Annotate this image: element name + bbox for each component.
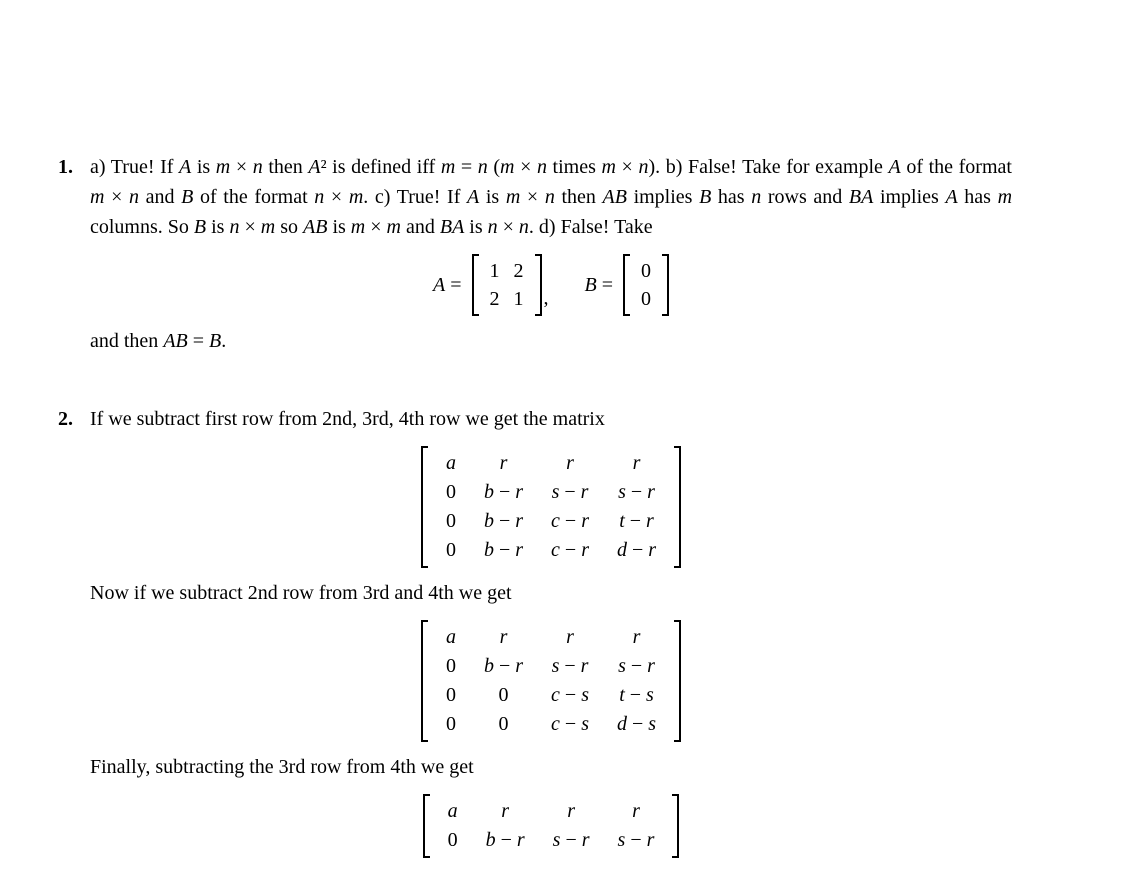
matrix-cell: c − r <box>551 539 589 561</box>
right-bracket <box>674 620 681 742</box>
matrix-cell: s − r <box>618 481 655 503</box>
right-bracket <box>674 446 681 568</box>
left-bracket <box>472 254 479 316</box>
matrix-cell: 0 <box>498 684 509 706</box>
matrix-cell: r <box>499 452 508 474</box>
problem-1-outro-text: and then AB = B. <box>90 330 227 352</box>
problem-2-step-1-text: If we subtract first row from 2nd, 3rd, 4th row we get the matrix <box>90 408 605 430</box>
matrix-cell: 0 <box>498 713 509 735</box>
step-2-matrix-grid <box>428 620 674 742</box>
left-bracket <box>421 446 428 568</box>
matrix-cell: s − r <box>552 829 590 851</box>
step-3-matrix <box>423 794 680 858</box>
problem-1-intro-text: a) True! If A is m × n then A² is defined iff m = n (m × n times m × n). b) False! Take for example A of the format m × n and B of the format n × m. c) True! If A is m × n then AB implies B has n rows and BA implies A has m columns. So B is n × m so AB is m × m and BA is n × n. d) False! Take <box>90 156 1013 238</box>
matrix-b <box>623 254 669 316</box>
problem-2 <box>58 404 1140 868</box>
left-bracket <box>421 620 428 742</box>
matrix-cell: 0 <box>641 260 651 282</box>
matrix-a-label: A = <box>433 274 462 296</box>
step-3-matrix-grid <box>430 794 673 858</box>
problem-2-step-3-matrix-equation <box>90 794 1012 858</box>
matrix-cell: r <box>632 626 641 648</box>
matrix-cell: 0 <box>445 539 456 561</box>
matrix-cell: s − r <box>618 655 655 677</box>
matrix-cell: r <box>566 452 574 474</box>
matrix-cell: s − r <box>617 829 655 851</box>
step-1-matrix-grid <box>428 446 674 568</box>
problem-2-step-3-text: Finally, subtracting the 3rd row from 4th we get <box>90 756 474 778</box>
equation-comma: , <box>543 287 549 309</box>
matrix-cell: r <box>501 800 510 822</box>
matrix-cell: b − r <box>485 829 525 851</box>
matrix-cell: 0 <box>641 288 651 310</box>
matrix-cell: 2 <box>489 288 500 310</box>
problem-2-body <box>90 404 1012 868</box>
matrix-cell: a <box>445 452 456 474</box>
matrix-cell: c − r <box>551 510 589 532</box>
matrix-cell: a <box>447 800 458 822</box>
matrix-cell: a <box>445 626 456 648</box>
matrix-cell: 0 <box>447 829 458 851</box>
problem-1-body <box>90 152 1012 356</box>
problem-2-step-2-text: Now if we subtract 2nd row from 3rd and 4th we get <box>90 582 512 604</box>
matrix-cell: r <box>567 800 575 822</box>
problem-2-number: 2. <box>58 408 73 430</box>
problem-1-display-equation <box>90 254 1012 316</box>
problem-1-number: 1. <box>58 156 73 178</box>
matrix-cell: d − s <box>616 713 657 735</box>
right-bracket <box>672 794 679 858</box>
matrix-cell: t − r <box>619 510 654 532</box>
matrix-cell: r <box>566 626 574 648</box>
matrix-cell: 0 <box>445 655 456 677</box>
matrix-cell: s − r <box>551 655 589 677</box>
matrix-cell: d − r <box>616 539 657 561</box>
matrix-cell: s − r <box>551 481 589 503</box>
matrix-b-label: B = <box>584 274 613 296</box>
matrix-cell: r <box>632 452 641 474</box>
matrix-cell: 1 <box>513 288 524 310</box>
matrix-cell: t − s <box>619 684 654 706</box>
left-bracket <box>423 794 430 858</box>
matrix-cell: b − r <box>483 481 524 503</box>
matrix-cell: 1 <box>489 260 500 282</box>
right-bracket <box>535 254 542 316</box>
matrix-a-grid <box>479 254 535 316</box>
right-bracket <box>662 254 669 316</box>
matrix-cell: b − r <box>483 539 524 561</box>
matrix-cell: b − r <box>483 510 524 532</box>
matrix-cell: 0 <box>445 481 456 503</box>
matrix-cell: c − s <box>551 713 589 735</box>
matrix-b-grid <box>630 254 662 316</box>
matrix-cell: b − r <box>483 655 524 677</box>
matrix-cell: r <box>632 800 640 822</box>
matrix-cell: r <box>499 626 508 648</box>
problem-1 <box>58 152 1140 356</box>
matrix-a <box>472 254 542 316</box>
matrix-cell: c − s <box>551 684 589 706</box>
problem-2-step-2-matrix-equation <box>90 620 1012 742</box>
matrix-cell: 2 <box>513 260 524 282</box>
step-2-matrix <box>421 620 681 742</box>
matrix-cell: 0 <box>445 713 456 735</box>
step-1-matrix <box>421 446 681 568</box>
left-bracket <box>623 254 630 316</box>
problem-2-step-1-matrix-equation <box>90 446 1012 568</box>
matrix-cell: 0 <box>445 684 456 706</box>
matrix-cell: 0 <box>445 510 456 532</box>
